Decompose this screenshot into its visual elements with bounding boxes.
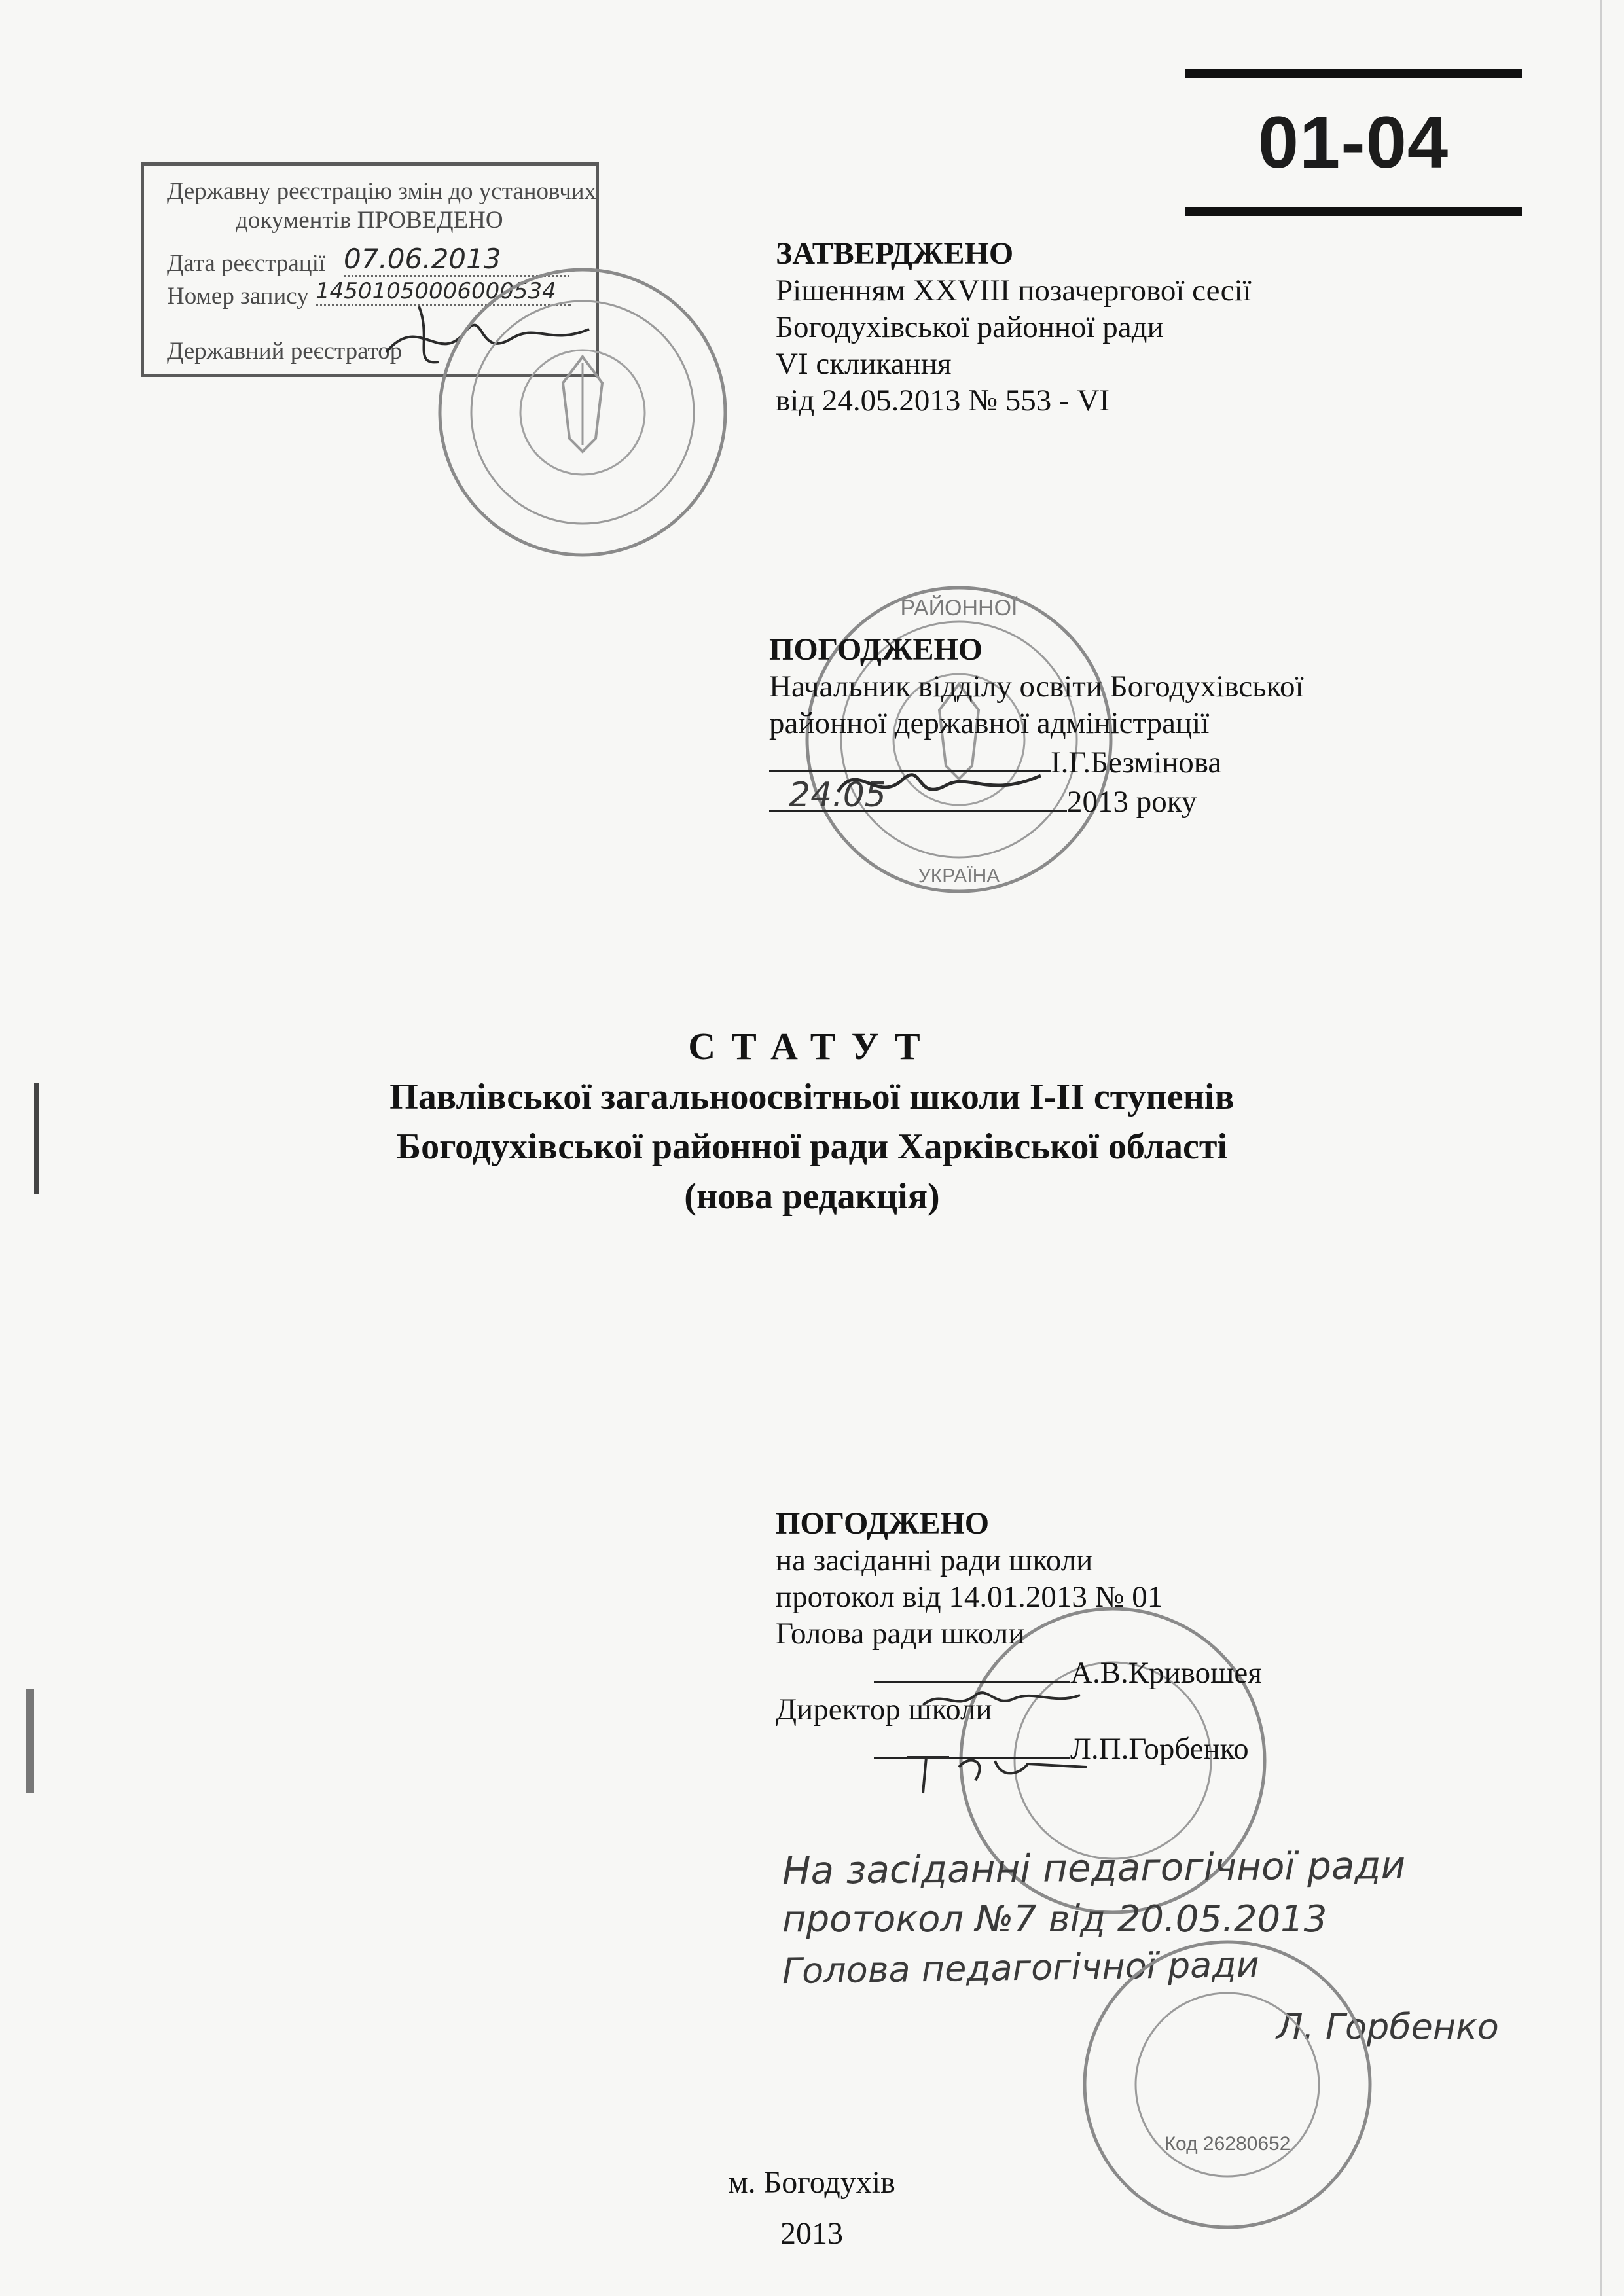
binding-mark-lower xyxy=(26,1689,34,1793)
title-edition: (нова редакція) xyxy=(684,1176,940,1217)
agreed-school-line3: Голова ради школи xyxy=(776,1617,1025,1651)
approved-block xyxy=(776,236,1252,419)
agreed-school-signer1: А.В.Кривошея xyxy=(1070,1656,1262,1690)
handwritten-line1: На засіданні педагогічної ради xyxy=(782,1842,1406,1893)
scan-edge-right xyxy=(1600,0,1602,2296)
director-signature xyxy=(897,1741,1093,1800)
title-school-name: Павлівської загальноосвітньої школи І-ІІ ступенів xyxy=(389,1077,1235,1117)
school-seal-code: Код 26280652 xyxy=(1164,2133,1291,2155)
agreed-department-line1: Начальник відділу освіти Богодухівської xyxy=(769,670,1304,704)
registration-registrar-label: Державний реєстратор xyxy=(167,338,403,365)
handwritten-line2: протокол №7 від 20.05.2013 xyxy=(782,1898,1327,1941)
registration-record-value: 14501050006000534 xyxy=(316,278,571,306)
document-title xyxy=(131,1021,1493,1221)
footer-year: 2013 xyxy=(780,2216,843,2251)
department-seal-top-text: РАЙОННОЇ xyxy=(900,596,1018,620)
agreed-department-date-suffix: 2013 року xyxy=(1067,785,1197,819)
agreed-school-heading: ПОГОДЖЕНО xyxy=(776,1506,990,1541)
agreed-school-block xyxy=(776,1505,1262,1767)
handwritten-line3: Голова педагогічної ради xyxy=(782,1943,1260,1992)
footer xyxy=(668,2163,956,2253)
agreed-department-heading: ПОГОДЖЕНО xyxy=(769,632,983,667)
footer-city: м. Богодухів xyxy=(728,2165,895,2200)
agreed-school-line4: Директор школи xyxy=(776,1693,992,1727)
department-date-handwritten: 24.05 xyxy=(789,776,886,815)
department-seal-bottom-text: УКРАЇНА xyxy=(918,865,1000,887)
registration-record-label: Номер запису xyxy=(167,283,309,310)
agreed-department-signer: І.Г.Безмінова xyxy=(1051,745,1222,780)
title-statut: СТАТУТ xyxy=(688,1025,936,1067)
registration-stamp-line2: документів ПРОВЕДЕНО xyxy=(236,207,503,234)
document-number: 01-04 xyxy=(1257,101,1449,183)
school-round-seal-bottom xyxy=(1074,1931,1381,2238)
handwritten-line4: Л. Горбенко xyxy=(1276,2006,1499,2047)
title-council: Богодухівської районної ради Харківської області xyxy=(397,1126,1227,1167)
approved-heading: ЗАТВЕРДЖЕНО xyxy=(776,236,1014,271)
agreed-school-signer2: Л.П.Горбенко xyxy=(1070,1732,1249,1766)
approved-line3: VI скликання xyxy=(776,347,952,381)
approved-line2: Богодухівської районної ради xyxy=(776,310,1164,344)
document-number-box xyxy=(1185,69,1522,216)
approved-line4: від 24.05.2013 № 553 - VI xyxy=(776,384,1110,418)
approved-line1: Рішенням XXVIII позачергової сесії xyxy=(776,274,1252,308)
registrar-round-seal xyxy=(429,259,736,566)
department-head-signature xyxy=(831,753,1047,812)
binding-mark-upper xyxy=(34,1083,39,1194)
registration-stamp-line1: Державну реєстрацію змін до установчих xyxy=(167,178,597,205)
registration-date-label: Дата реєстрації xyxy=(167,250,326,277)
registration-date-value: 07.06.2013 xyxy=(344,243,569,277)
agreed-school-line2: протокол від 14.01.2013 № 01 xyxy=(776,1580,1163,1614)
agreed-department-line2: районної державної адміністрації xyxy=(769,706,1210,740)
council-head-signature xyxy=(916,1676,1087,1721)
agreed-school-line1: на засіданні ради школи xyxy=(776,1543,1093,1577)
